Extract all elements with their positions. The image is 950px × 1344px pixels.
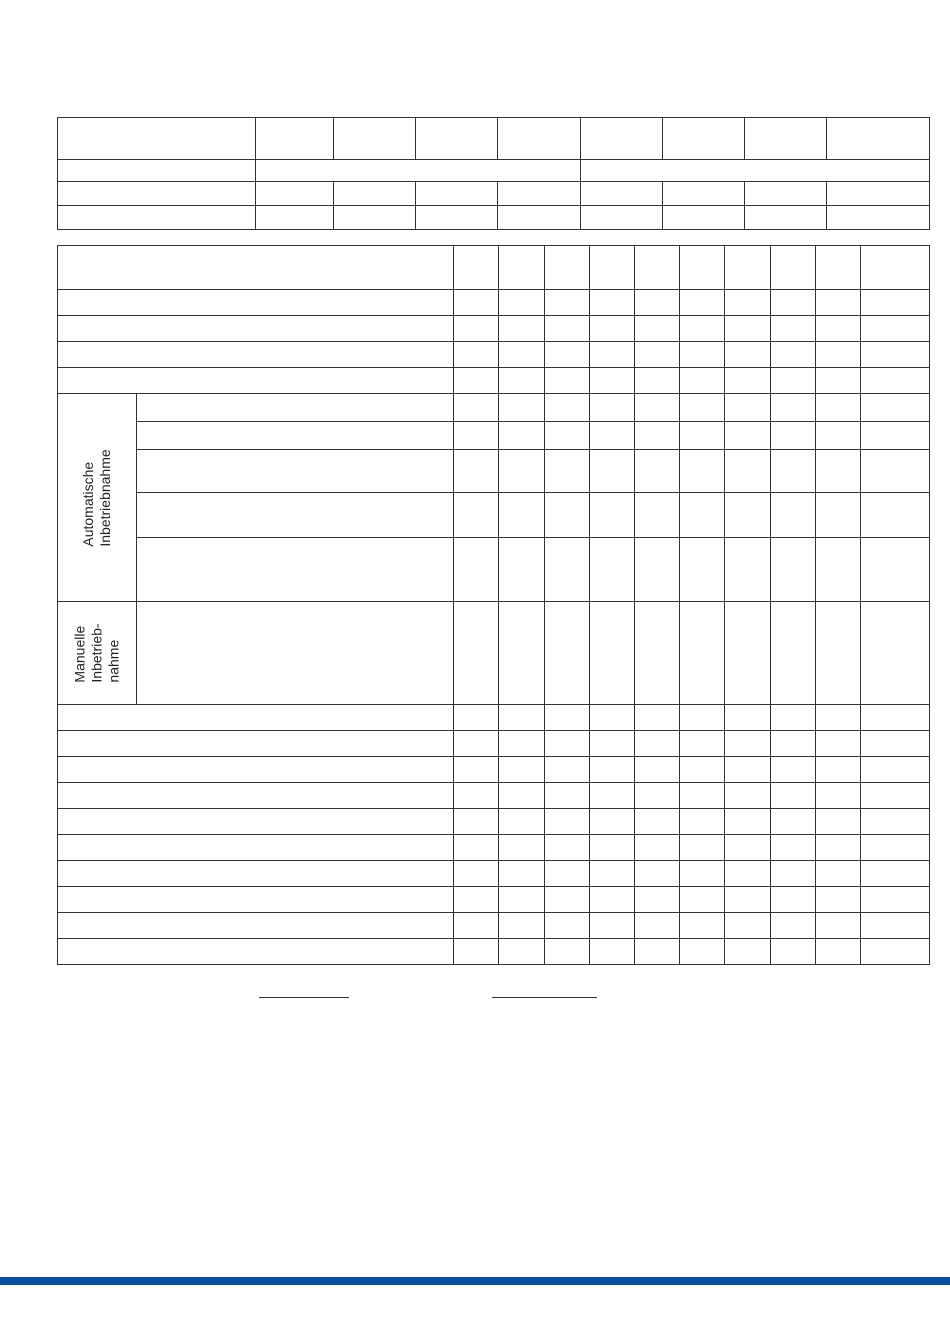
check-cell[interactable] (816, 493, 861, 537)
header-cell[interactable] (334, 118, 416, 160)
check-cell[interactable] (861, 835, 930, 861)
check-cell[interactable] (499, 316, 545, 342)
check-cell[interactable] (725, 887, 771, 913)
check-cell[interactable] (545, 493, 590, 537)
check-cell[interactable] (590, 731, 635, 757)
table-row (58, 783, 930, 809)
table-row (58, 493, 930, 537)
check-cell[interactable] (590, 290, 635, 316)
check-cell[interactable] (635, 422, 680, 450)
check-cell[interactable] (590, 835, 635, 861)
check-cell[interactable] (725, 757, 771, 783)
check-cell[interactable] (635, 316, 680, 342)
check-cell[interactable] (861, 602, 930, 705)
table-row (58, 368, 930, 394)
header-cell[interactable] (827, 182, 930, 206)
check-cell[interactable] (816, 602, 861, 705)
check-cell[interactable] (590, 493, 635, 537)
check-cell[interactable] (816, 422, 861, 450)
table-row (58, 861, 930, 887)
header-cell[interactable] (745, 118, 827, 160)
header-cell[interactable] (745, 182, 827, 206)
check-cell[interactable] (771, 913, 816, 939)
check-cell[interactable] (499, 835, 545, 861)
check-cell[interactable] (545, 835, 590, 861)
check-cell[interactable] (590, 757, 635, 783)
header-cell[interactable] (416, 206, 498, 230)
check-cell[interactable] (680, 783, 725, 809)
check-cell[interactable] (680, 422, 725, 450)
check-cell[interactable] (771, 835, 816, 861)
check-cell[interactable] (590, 783, 635, 809)
check-cell[interactable] (680, 861, 725, 887)
header-merged-cell-left[interactable] (256, 160, 581, 182)
check-cell[interactable] (725, 394, 771, 422)
row-label-cell[interactable] (58, 809, 454, 835)
check-cell[interactable] (545, 394, 590, 422)
row-label-cell[interactable] (58, 887, 454, 913)
check-cell[interactable] (545, 705, 590, 731)
check-cell[interactable] (499, 422, 545, 450)
check-cell[interactable] (861, 757, 930, 783)
check-cell[interactable] (680, 394, 725, 422)
header-cell[interactable] (581, 182, 663, 206)
check-cell[interactable] (816, 316, 861, 342)
check-cell[interactable] (771, 731, 816, 757)
check-cell[interactable] (816, 368, 861, 394)
checklist-table (57, 245, 930, 965)
header-label-cell[interactable] (58, 160, 256, 182)
check-cell[interactable] (545, 861, 590, 887)
check-cell[interactable] (771, 316, 816, 342)
check-cell[interactable] (590, 913, 635, 939)
row-label-cell[interactable] (58, 731, 454, 757)
check-cell[interactable] (816, 537, 861, 601)
check-cell[interactable] (499, 913, 545, 939)
check-cell[interactable] (454, 913, 499, 939)
check-cell[interactable] (499, 290, 545, 316)
check-cell[interactable] (635, 246, 680, 290)
check-cell[interactable] (454, 731, 499, 757)
header-cell[interactable] (581, 118, 663, 160)
check-cell[interactable] (861, 783, 930, 809)
check-cell[interactable] (680, 342, 725, 368)
check-cell[interactable] (861, 246, 930, 290)
check-cell[interactable] (590, 809, 635, 835)
row-label-cell[interactable] (137, 394, 454, 422)
check-cell[interactable] (635, 602, 680, 705)
header-cell[interactable] (663, 206, 745, 230)
check-cell[interactable] (861, 290, 930, 316)
row-label-cell[interactable] (137, 537, 454, 601)
check-cell[interactable] (635, 705, 680, 731)
check-cell[interactable] (725, 835, 771, 861)
check-cell[interactable] (545, 757, 590, 783)
check-cell[interactable] (635, 394, 680, 422)
check-cell[interactable] (861, 887, 930, 913)
check-cell[interactable] (590, 246, 635, 290)
row-label-cell[interactable] (58, 757, 454, 783)
header-label-cell[interactable] (58, 118, 256, 160)
table-row (58, 913, 930, 939)
header-row-1 (58, 118, 930, 160)
check-cell[interactable] (816, 939, 861, 965)
check-cell[interactable] (545, 422, 590, 450)
check-cell[interactable] (590, 394, 635, 422)
table-row (58, 422, 930, 450)
table-row (58, 939, 930, 965)
check-cell[interactable] (725, 602, 771, 705)
check-cell[interactable] (454, 316, 499, 342)
check-cell[interactable] (454, 939, 499, 965)
check-cell[interactable] (725, 290, 771, 316)
check-cell[interactable] (680, 809, 725, 835)
row-label-cell[interactable] (58, 835, 454, 861)
row-label-cell[interactable] (58, 290, 454, 316)
check-cell[interactable] (861, 537, 930, 601)
header-cell[interactable] (256, 182, 334, 206)
check-cell[interactable] (816, 246, 861, 290)
table-row (58, 835, 930, 861)
check-cell[interactable] (590, 939, 635, 965)
check-cell[interactable] (725, 783, 771, 809)
check-cell[interactable] (635, 887, 680, 913)
check-cell[interactable] (771, 537, 816, 601)
check-cell[interactable] (499, 861, 545, 887)
check-cell[interactable] (771, 394, 816, 422)
check-cell[interactable] (635, 450, 680, 493)
table-row (58, 316, 930, 342)
check-cell[interactable] (861, 368, 930, 394)
check-cell[interactable] (454, 342, 499, 368)
check-cell[interactable] (680, 450, 725, 493)
check-cell[interactable] (635, 939, 680, 965)
check-cell[interactable] (454, 246, 499, 290)
check-cell[interactable] (454, 835, 499, 861)
check-cell[interactable] (545, 939, 590, 965)
check-cell[interactable] (635, 783, 680, 809)
check-cell[interactable] (545, 887, 590, 913)
check-cell[interactable] (635, 731, 680, 757)
check-cell[interactable] (499, 602, 545, 705)
footer-brand-bar (0, 1277, 950, 1285)
check-cell[interactable] (771, 939, 816, 965)
check-cell[interactable] (861, 422, 930, 450)
check-cell[interactable] (545, 450, 590, 493)
check-cell[interactable] (861, 705, 930, 731)
check-cell[interactable] (861, 913, 930, 939)
check-cell[interactable] (725, 537, 771, 601)
check-cell[interactable] (725, 368, 771, 394)
table-row (58, 757, 930, 783)
check-cell[interactable] (635, 835, 680, 861)
check-cell[interactable] (590, 602, 635, 705)
check-cell[interactable] (816, 290, 861, 316)
table-row (58, 809, 930, 835)
automatic-section-label: Automatische Inbetriebnahme (80, 448, 113, 547)
check-cell[interactable] (861, 939, 930, 965)
header-cell[interactable] (334, 206, 416, 230)
check-cell[interactable] (590, 316, 635, 342)
check-cell[interactable] (590, 887, 635, 913)
check-cell[interactable] (771, 887, 816, 913)
check-cell[interactable] (545, 537, 590, 601)
table-row (58, 731, 930, 757)
check-cell[interactable] (454, 368, 499, 394)
check-cell[interactable] (499, 394, 545, 422)
check-cell[interactable] (771, 861, 816, 887)
row-label-cell[interactable] (58, 861, 454, 887)
check-cell[interactable] (725, 861, 771, 887)
check-cell[interactable] (454, 783, 499, 809)
check-cell[interactable] (454, 290, 499, 316)
check-cell[interactable] (771, 783, 816, 809)
check-cell[interactable] (545, 783, 590, 809)
check-cell[interactable] (725, 422, 771, 450)
header-cell[interactable] (256, 118, 334, 160)
row-label-cell[interactable] (137, 602, 454, 705)
check-cell[interactable] (680, 939, 725, 965)
check-cell[interactable] (545, 913, 590, 939)
check-cell[interactable] (545, 368, 590, 394)
check-cell[interactable] (861, 316, 930, 342)
header-row-2 (58, 160, 930, 182)
check-cell[interactable] (545, 342, 590, 368)
header-cell[interactable] (498, 182, 581, 206)
check-cell[interactable] (680, 602, 725, 705)
check-cell[interactable] (725, 342, 771, 368)
check-cell[interactable] (680, 835, 725, 861)
table-row (58, 450, 930, 493)
check-cell[interactable] (590, 537, 635, 601)
check-cell[interactable] (816, 731, 861, 757)
check-cell[interactable] (454, 537, 499, 601)
header-row-4 (58, 206, 930, 230)
check-cell[interactable] (680, 757, 725, 783)
check-cell[interactable] (590, 422, 635, 450)
check-cell[interactable] (861, 809, 930, 835)
check-cell[interactable] (861, 394, 930, 422)
check-cell[interactable] (816, 809, 861, 835)
header-cell[interactable] (416, 118, 498, 160)
check-cell[interactable] (499, 246, 545, 290)
check-cell[interactable] (635, 290, 680, 316)
header-row-3 (58, 182, 930, 206)
check-cell[interactable] (635, 537, 680, 601)
check-cell[interactable] (816, 342, 861, 368)
row-label-cell[interactable] (58, 783, 454, 809)
header-cell[interactable] (581, 206, 663, 230)
check-cell[interactable] (680, 316, 725, 342)
check-cell[interactable] (454, 602, 499, 705)
check-cell[interactable] (771, 422, 816, 450)
check-cell[interactable] (499, 731, 545, 757)
check-cell[interactable] (635, 757, 680, 783)
check-cell[interactable] (725, 939, 771, 965)
row-label-cell[interactable] (58, 342, 454, 368)
check-cell[interactable] (771, 757, 816, 783)
check-cell[interactable] (680, 731, 725, 757)
check-cell[interactable] (816, 757, 861, 783)
check-cell[interactable] (861, 493, 930, 537)
check-cell[interactable] (635, 342, 680, 368)
check-cell[interactable] (861, 731, 930, 757)
header-cell[interactable] (498, 206, 581, 230)
check-cell[interactable] (545, 809, 590, 835)
check-cell[interactable] (545, 731, 590, 757)
check-cell[interactable] (680, 537, 725, 601)
checklist-header-label[interactable] (58, 246, 454, 290)
check-cell[interactable] (635, 368, 680, 394)
check-cell[interactable] (590, 342, 635, 368)
check-cell[interactable] (816, 913, 861, 939)
checklist-header-row (58, 246, 930, 290)
header-label-cell[interactable] (58, 182, 256, 206)
header-merged-cell-right[interactable] (581, 160, 930, 182)
check-cell[interactable] (499, 705, 545, 731)
header-cell[interactable] (663, 182, 745, 206)
check-cell[interactable] (454, 757, 499, 783)
header-cell[interactable] (334, 182, 416, 206)
check-cell[interactable] (454, 861, 499, 887)
check-cell[interactable] (861, 342, 930, 368)
check-cell[interactable] (499, 887, 545, 913)
manual-section-label: Manuelle Inbetrieb- nahme (71, 623, 122, 683)
row-label-cell[interactable] (58, 316, 454, 342)
check-cell[interactable] (499, 450, 545, 493)
check-cell[interactable] (545, 246, 590, 290)
check-cell[interactable] (771, 368, 816, 394)
check-cell[interactable] (545, 316, 590, 342)
check-cell[interactable] (454, 394, 499, 422)
check-cell[interactable] (680, 290, 725, 316)
check-cell[interactable] (771, 493, 816, 537)
table-row (58, 290, 930, 316)
check-cell[interactable] (771, 602, 816, 705)
check-cell[interactable] (771, 705, 816, 731)
manual-section-label-cell (58, 602, 137, 705)
signature-line[interactable] (492, 997, 597, 998)
check-cell[interactable] (725, 450, 771, 493)
check-cell[interactable] (680, 246, 725, 290)
row-label-cell[interactable] (137, 422, 454, 450)
row-label-cell[interactable] (137, 493, 454, 537)
check-cell[interactable] (725, 316, 771, 342)
header-label-cell[interactable] (58, 206, 256, 230)
check-cell[interactable] (499, 757, 545, 783)
check-cell[interactable] (499, 537, 545, 601)
check-cell[interactable] (590, 368, 635, 394)
check-cell[interactable] (816, 450, 861, 493)
header-cell[interactable] (416, 182, 498, 206)
check-cell[interactable] (454, 705, 499, 731)
check-cell[interactable] (725, 913, 771, 939)
table-row (58, 887, 930, 913)
table-row (58, 342, 930, 368)
check-cell[interactable] (725, 705, 771, 731)
table-row (58, 394, 930, 422)
row-label-cell[interactable] (58, 368, 454, 394)
check-cell[interactable] (454, 493, 499, 537)
row-label-cell[interactable] (58, 939, 454, 965)
check-cell[interactable] (499, 342, 545, 368)
row-label-cell[interactable] (58, 705, 454, 731)
check-cell[interactable] (635, 861, 680, 887)
header-cell[interactable] (256, 206, 334, 230)
header-cell[interactable] (827, 118, 930, 160)
check-cell[interactable] (816, 394, 861, 422)
check-cell[interactable] (771, 809, 816, 835)
row-label-cell[interactable] (137, 450, 454, 493)
check-cell[interactable] (545, 290, 590, 316)
check-cell[interactable] (454, 422, 499, 450)
header-cell[interactable] (663, 118, 745, 160)
check-cell[interactable] (816, 835, 861, 861)
check-cell[interactable] (590, 705, 635, 731)
check-cell[interactable] (680, 887, 725, 913)
check-cell[interactable] (771, 246, 816, 290)
check-cell[interactable] (816, 887, 861, 913)
check-cell[interactable] (725, 809, 771, 835)
check-cell[interactable] (454, 887, 499, 913)
check-cell[interactable] (725, 246, 771, 290)
header-cell[interactable] (498, 118, 581, 160)
check-cell[interactable] (680, 368, 725, 394)
check-cell[interactable] (590, 861, 635, 887)
check-cell[interactable] (590, 450, 635, 493)
check-cell[interactable] (499, 809, 545, 835)
check-cell[interactable] (499, 493, 545, 537)
check-cell[interactable] (635, 913, 680, 939)
header-info-table (57, 117, 930, 230)
table-row (58, 537, 930, 601)
check-cell[interactable] (680, 913, 725, 939)
header-cell[interactable] (827, 206, 930, 230)
check-cell[interactable] (454, 450, 499, 493)
check-cell[interactable] (545, 602, 590, 705)
check-cell[interactable] (499, 939, 545, 965)
check-cell[interactable] (635, 809, 680, 835)
check-cell[interactable] (499, 368, 545, 394)
check-cell[interactable] (454, 809, 499, 835)
date-line[interactable] (259, 997, 349, 998)
check-cell[interactable] (725, 493, 771, 537)
check-cell[interactable] (499, 783, 545, 809)
check-cell[interactable] (816, 783, 861, 809)
check-cell[interactable] (861, 450, 930, 493)
check-cell[interactable] (680, 705, 725, 731)
table-row (58, 602, 930, 705)
check-cell[interactable] (861, 861, 930, 887)
check-cell[interactable] (725, 731, 771, 757)
header-cell[interactable] (745, 206, 827, 230)
table-row (58, 705, 930, 731)
check-cell[interactable] (771, 450, 816, 493)
check-cell[interactable] (771, 342, 816, 368)
check-cell[interactable] (816, 861, 861, 887)
check-cell[interactable] (816, 705, 861, 731)
check-cell[interactable] (635, 493, 680, 537)
check-cell[interactable] (680, 493, 725, 537)
row-label-cell[interactable] (58, 913, 454, 939)
automatic-section-label-cell (58, 394, 137, 602)
check-cell[interactable] (771, 290, 816, 316)
